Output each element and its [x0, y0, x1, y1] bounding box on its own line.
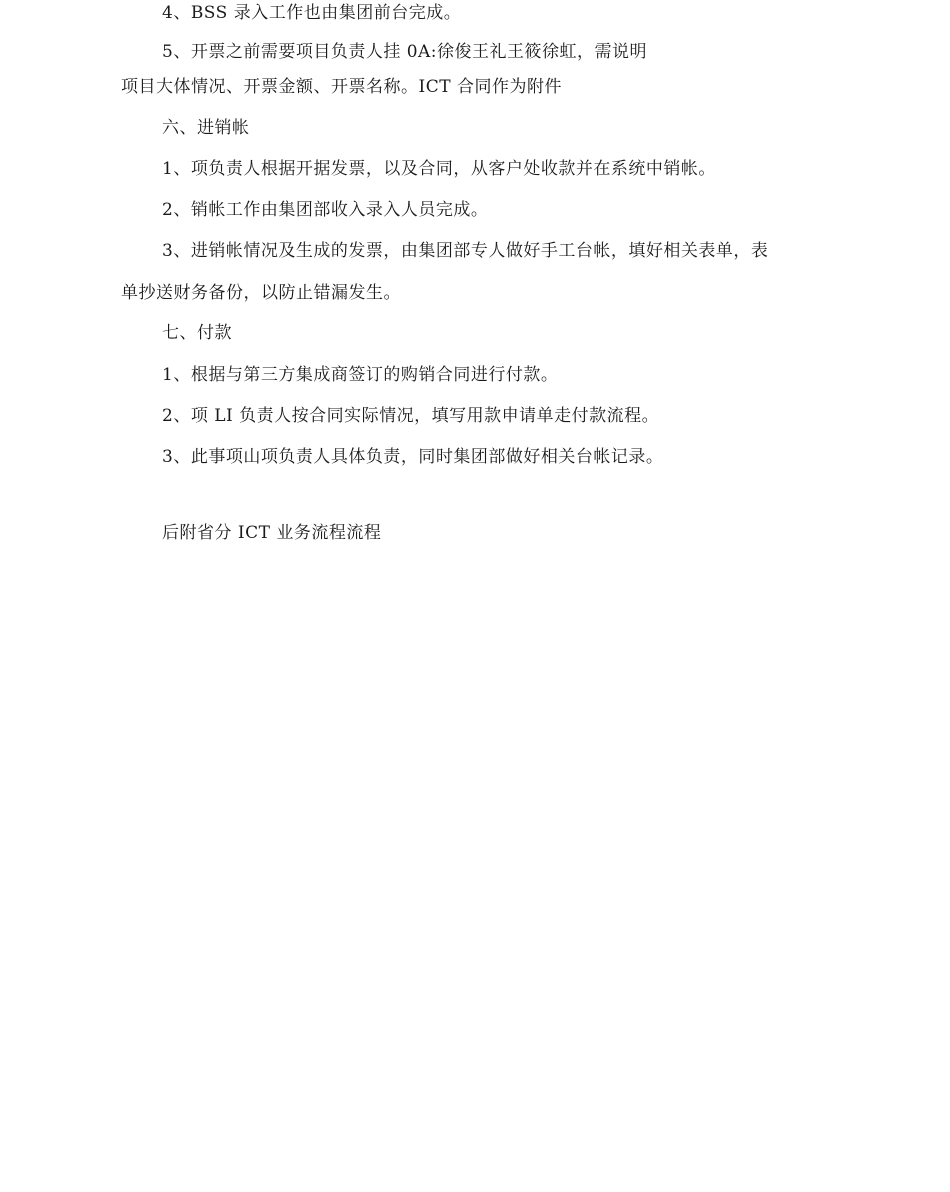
paragraph-payment-responsibility: 3、此事项山项负责人具体负责，同时集团部做好相关台帐记录。 — [162, 447, 664, 467]
section-heading-payment: 七、付款 — [162, 323, 232, 343]
appendix-note: 后附省分 ICT 业务流程流程 — [162, 523, 382, 543]
paragraph-writeoff: 2、销帐工作由集团部收入录入人员完成。 — [162, 200, 489, 220]
paragraph-payment-contract: 1、根据与第三方集成商签订的购销合同进行付款。 — [162, 365, 559, 385]
paragraph-ledger-records: 3、进销帐情况及生成的发票，由集团部专人做好手工台帐，填好相关表单，表 — [162, 241, 769, 261]
section-heading-sales-ledger: 六、进销帐 — [162, 118, 250, 138]
paragraph-bss-entry: 4、BSS 录入工作也由集团前台完成。 — [162, 3, 462, 23]
paragraph-payment-request: 2、项 LI 负责人按合同实际情况，填写用款申请单走付款流程。 — [162, 406, 660, 426]
paragraph-collection: 1、项负责人根据开据发票，以及合同，从客户处收款并在系统中销帐。 — [162, 159, 716, 179]
paragraph-invoice-approval: 5、开票之前需要项目负责人挂 0A:徐俊王礼王筱徐虹，需说明 — [162, 42, 648, 62]
paragraph-invoice-approval-continued: 项目大体情况、开票金额、开票名称。ICT 合同作为附件 — [121, 77, 562, 97]
paragraph-ledger-records-continued: 单抄送财务备份，以防止错漏发生。 — [121, 283, 401, 303]
